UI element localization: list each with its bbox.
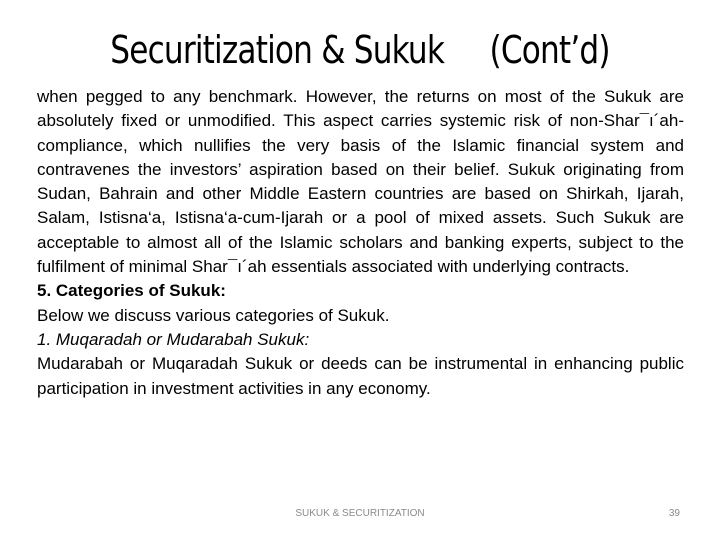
body-paragraph: when pegged to any benchmark. However, the returns on most of the Sukuk are absolutely fixed or unmodified. This aspect carries systemic risk of non-Shar¯ı´ah-compliance, which nullifies the very basis of the Islamic financial system and contravenes the investors’ aspiration based on their belief. Sukuk originating from Sudan, Bahrain and other Middle Eastern countries are based on Shirkah, Ijarah, Salam, Istisna‘a, Istisna‘a-cum-Ijarah or a pool of mixed assets. Such Sukuk are acceptable to almost all of the Islamic scholars and banking experts, subject to the fulfilment of minimal Shar¯ı´ah essentials associated with underlying contracts. [37, 87, 684, 277]
slide-title: Securitization & Sukuk (Cont’d) [110, 28, 610, 72]
page-number: 39 [668, 508, 680, 519]
closing-paragraph: Mudarabah or Muqaradah Sukuk or deeds can be instrumental in enhancing public participation in investment activities in any economy. [37, 354, 684, 398]
intro-line: Below we discuss various categories of Sukuk. [37, 305, 390, 325]
footer-text: SUKUK & SECURITIZATION [295, 508, 425, 519]
slide-content [37, 85, 684, 401]
section-heading: 5. Categories of Sukuk: [37, 281, 226, 301]
subheading: 1. Muqaradah or Mudarabah Sukuk: [37, 329, 310, 349]
